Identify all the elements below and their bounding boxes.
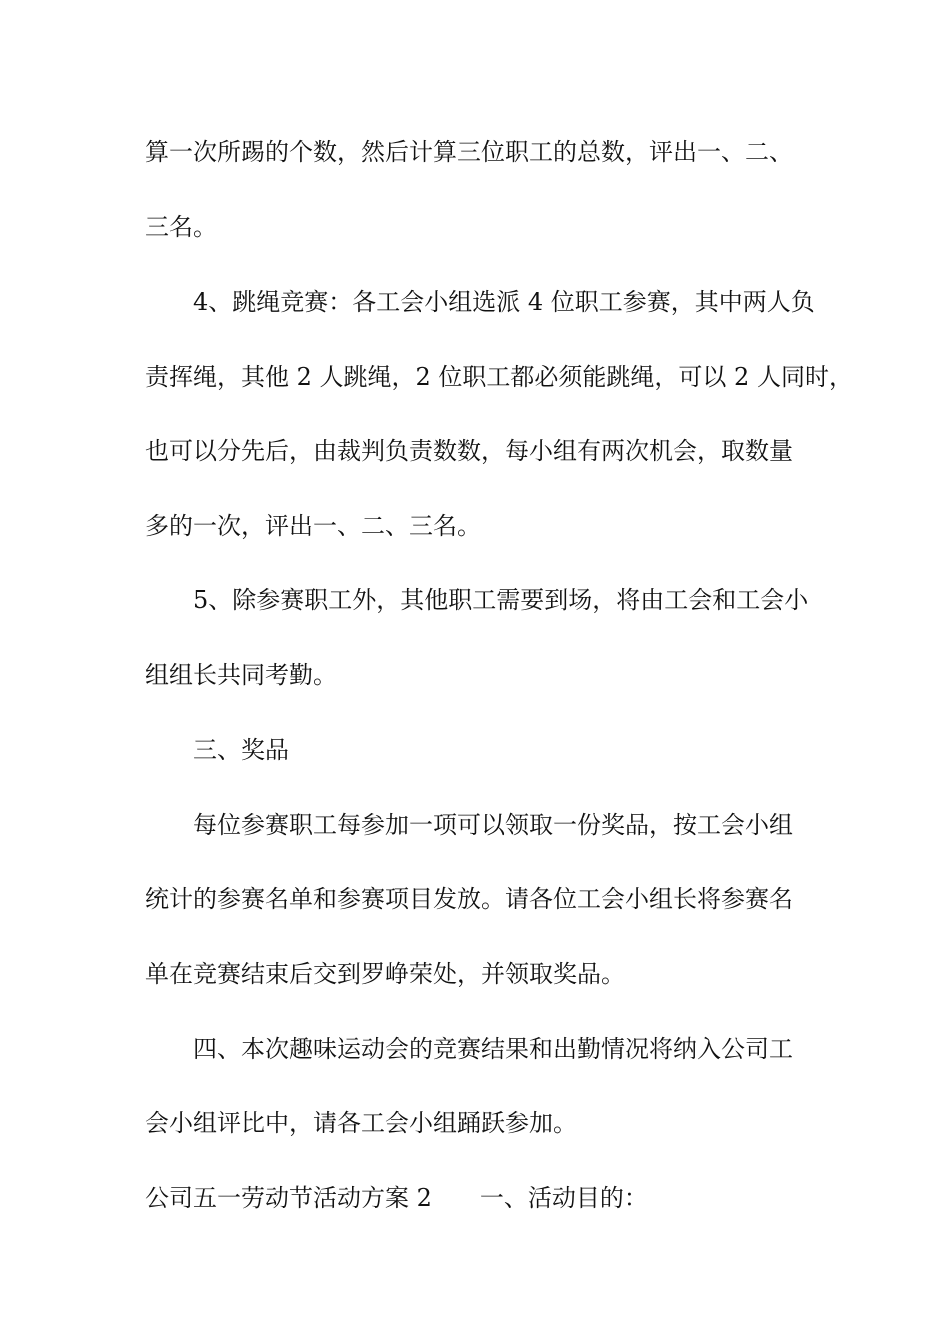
paragraph-line: 组组长共同考勤。: [145, 661, 337, 689]
paragraph-line: 4、跳绳竞赛：各工会小组选派 4 位职工参赛，其中两人负: [193, 288, 815, 316]
paragraph-line: 四、本次趣味运动会的竞赛结果和出勤情况将纳入公司工: [193, 1035, 793, 1063]
paragraph-line: 每位参赛职工每参加一项可以领取一份奖品，按工会小组: [193, 811, 793, 839]
document-title: 公司五一劳动节活动方案 2 一、活动目的：: [145, 1184, 648, 1212]
paragraph-line: 会小组评比中，请各工会小组踊跃参加。: [145, 1109, 577, 1137]
section-heading: 三、奖品: [193, 736, 289, 764]
paragraph-line: 责挥绳，其他 2 人跳绳，2 位职工都必须能跳绳，可以 2 人同时，: [145, 363, 853, 391]
paragraph-line: 多的一次，评出一、二、三名。: [145, 512, 481, 540]
paragraph-line: 统计的参赛名单和参赛项目发放。请各位工会小组长将参赛名: [145, 885, 793, 913]
paragraph-line: 算一次所踢的个数，然后计算三位职工的总数，评出一、二、: [145, 138, 793, 166]
paragraph-line: 三名。: [145, 213, 217, 241]
paragraph-line: 5、除参赛职工外，其他职工需要到场，将由工会和工会小: [193, 586, 809, 614]
paragraph-line: 单在竞赛结束后交到罗峥荣处，并领取奖品。: [145, 960, 625, 988]
paragraph-line: 也可以分先后，由裁判负责数数，每小组有两次机会，取数量: [145, 437, 793, 465]
